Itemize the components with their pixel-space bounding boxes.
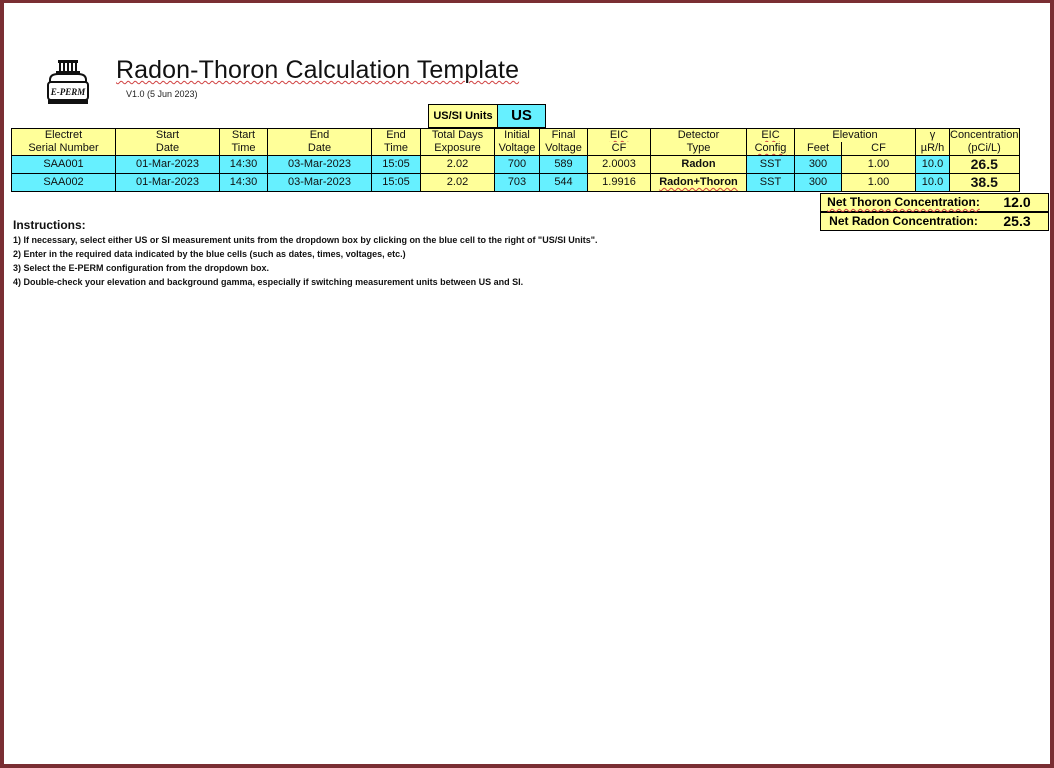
instructions-block xyxy=(13,218,597,289)
feet-cell[interactable]: 300 xyxy=(795,174,842,192)
col-eic-cf-h1: EIC xyxy=(588,129,651,143)
eic-cf-cell: 2.0003 xyxy=(588,156,651,174)
end-time-cell[interactable]: 15:05 xyxy=(372,156,421,174)
net-radon-box xyxy=(820,212,1049,231)
eperm-logo xyxy=(44,58,92,122)
end-time-cell[interactable]: 15:05 xyxy=(372,174,421,192)
col-initial-voltage-h1: Initial xyxy=(495,129,540,143)
net-radon-value: 25.3 xyxy=(1003,213,1031,229)
col-end-time-h1: End xyxy=(372,129,421,143)
final-voltage-cell[interactable]: 544 xyxy=(540,174,588,192)
units-label: US/SI Units xyxy=(428,104,498,128)
feet-cell[interactable]: 300 xyxy=(795,156,842,174)
end-date-cell[interactable]: 03-Mar-2023 xyxy=(268,156,372,174)
col-eic-config-h2: Config xyxy=(747,142,795,156)
logo-text: E-PERM xyxy=(50,87,86,97)
start-time-cell[interactable]: 14:30 xyxy=(220,156,268,174)
instruction-step: 4) Double-check your elevation and background gamma, especially if switching measurement units between US and SI. xyxy=(13,277,524,287)
eic-cf-cell: 1.9916 xyxy=(588,174,651,192)
col-concentration-h2: (pCi/L) xyxy=(950,142,1020,156)
elev-cf-cell: 1.00 xyxy=(842,156,916,174)
start-date-cell[interactable]: 01-Mar-2023 xyxy=(116,156,220,174)
net-radon-label: Net Radon Concentration: xyxy=(829,214,978,228)
col-final-voltage-h2: Voltage xyxy=(540,142,588,156)
units-dropdown[interactable]: US xyxy=(498,104,546,128)
col-elevation-h1: Elevation xyxy=(795,129,916,143)
instruction-step: 2) Enter in the required data indicated by the blue cells (such as dates, times, voltages, etc.) xyxy=(13,249,406,259)
initial-voltage-cell[interactable]: 703 xyxy=(495,174,540,192)
col-concentration-h1: Concentration xyxy=(950,129,1019,141)
concentration-cell: 38.5 xyxy=(950,174,1020,192)
gamma-cell[interactable]: 10.0 xyxy=(916,156,950,174)
initial-voltage-cell[interactable]: 700 xyxy=(495,156,540,174)
net-thoron-value: 12.0 xyxy=(1003,194,1031,210)
gamma-cell[interactable]: 10.0 xyxy=(916,174,950,192)
col-end-date-h2: Date xyxy=(268,142,372,156)
detector-type-cell: Radon xyxy=(651,156,747,174)
total-days-cell: 2.02 xyxy=(421,174,495,192)
header-row-1 xyxy=(12,129,1020,143)
eic-config-cell[interactable]: SST xyxy=(747,174,795,192)
col-eic-config-h1: EIC xyxy=(747,129,795,143)
col-start-time-h2: Time xyxy=(220,142,268,156)
instruction-step: 1) If necessary, select either US or SI measurement units from the dropdown box by clicking on the blue cell to the right of "US/SI Units". xyxy=(13,235,598,245)
serial-cell[interactable]: SAA002 xyxy=(12,174,116,192)
detector-type-cell: Radon+Thoron xyxy=(651,174,747,192)
end-date-cell[interactable]: 03-Mar-2023 xyxy=(268,174,372,192)
col-elev-cf-h2: CF xyxy=(842,142,916,156)
start-date-cell[interactable]: 01-Mar-2023 xyxy=(116,174,220,192)
net-thoron-label: Net Thoron Concentration: xyxy=(827,195,980,209)
final-voltage-cell[interactable]: 589 xyxy=(540,156,588,174)
col-gamma-h2: µR/h xyxy=(916,142,950,156)
col-final-voltage-h1: Final xyxy=(540,129,588,143)
table-row xyxy=(12,156,1020,174)
col-start-date-h1: Start xyxy=(116,129,220,143)
eic-config-cell[interactable]: SST xyxy=(747,156,795,174)
col-end-date-h1: End xyxy=(268,129,372,143)
col-end-time-h2: Time xyxy=(372,142,421,156)
col-total-days-h2: Exposure xyxy=(421,142,495,156)
col-total-days-h1: Total Days xyxy=(421,129,495,143)
col-serial-h1: Electret xyxy=(12,129,116,143)
col-detector-type-h2: Type xyxy=(651,142,747,156)
version-label: V1.0 (5 Jun 2023) xyxy=(126,89,198,99)
instruction-step: 3) Select the E-PERM configuration from the dropdown box. xyxy=(13,263,270,273)
table-row xyxy=(12,174,1020,192)
header-row-2 xyxy=(12,142,1020,156)
col-feet-h2: Feet xyxy=(795,142,842,156)
start-time-cell[interactable]: 14:30 xyxy=(220,174,268,192)
measurement-table xyxy=(11,128,1020,192)
concentration-cell: 26.5 xyxy=(950,156,1020,174)
elev-cf-cell: 1.00 xyxy=(842,174,916,192)
col-gamma-h1: γ xyxy=(916,129,950,143)
page-title: Radon-Thoron Calculation Template xyxy=(116,56,520,84)
col-initial-voltage-h2: Voltage xyxy=(495,142,540,156)
col-serial-h2: Serial Number xyxy=(12,142,116,156)
instructions-heading: Instructions: xyxy=(13,218,86,232)
col-start-time-h1: Start xyxy=(220,129,268,143)
serial-cell[interactable]: SAA001 xyxy=(12,156,116,174)
col-eic-cf-h2: CF xyxy=(588,142,651,156)
col-detector-type-h1: Detector xyxy=(651,129,747,143)
net-thoron-box xyxy=(820,193,1049,212)
total-days-cell: 2.02 xyxy=(421,156,495,174)
col-start-date-h2: Date xyxy=(116,142,220,156)
